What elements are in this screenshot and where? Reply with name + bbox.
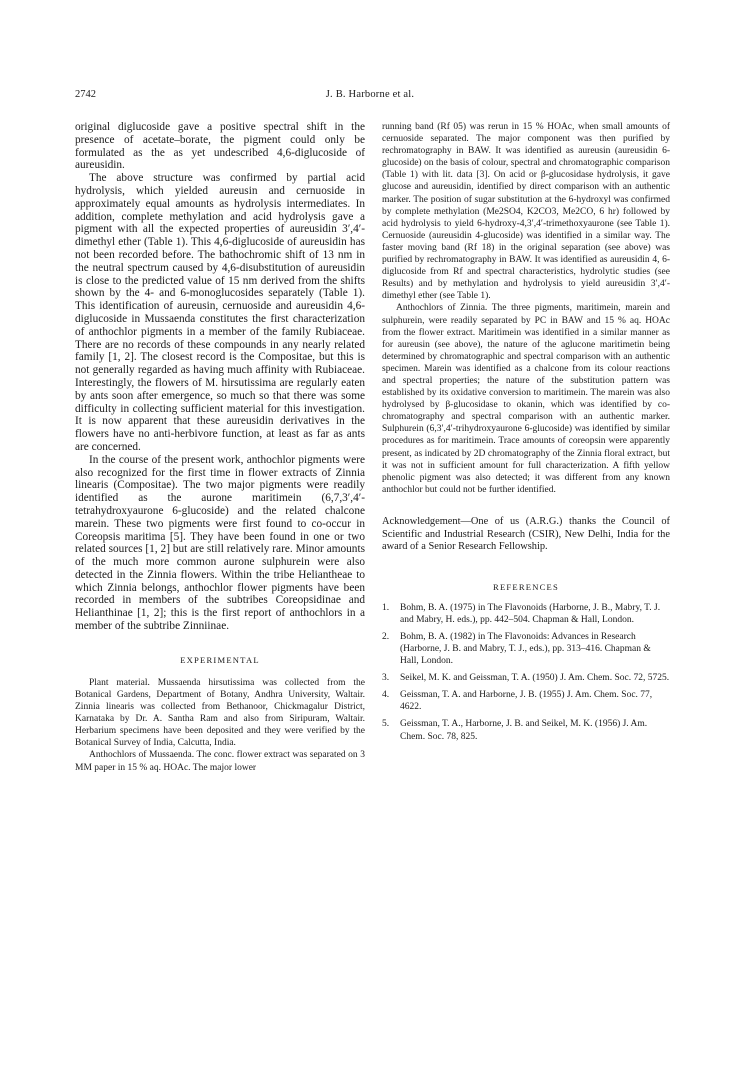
reference-item: [382, 718, 670, 742]
reference-number: 1.: [382, 602, 390, 613]
paragraph: Anthochlors of Zinnia. The three pigments, maritimein, marein and sulphurein, were readily separated by PC in BAW and 15 % aq. HOAc from the flower extract. Maritimein was identified in a similar manner as for aureusin (see above), the nature of the aglucone maritimetin being determined by chromatographic and spectral comparison with an authentic specimen. Marein was identified as a chalcone from its colour reactions and spectral properties; the nature of the substitution pattern was established by its oxidative conversion to maritimein. The marein was also hydrolysed by β-glucosidase to okanin, which was identified by co-chromatography and spectral comparison with an authentic marker. Sulphurein (6,3′,4′-trihydroxyaurone 6-glucoside) was identified by similar procedures as for maritimein. Trace amounts of coreopsin were apparently present, as indicated by 2D chromatography of the Zinnia floral extract, but it was not in sufficient amount for full characterization. A fifth yellow phenolic pigment was also detected; it was different from any known anthochlor but could not be further identified.: [382, 303, 670, 495]
reference-item: [382, 631, 670, 667]
reference-number: 4.: [382, 690, 390, 701]
paragraph: running band (Rf 05) was rerun in 15 % HOAc, when small amounts of cernuoside separated. The major component was then purified by rechromatography in BAW. It was identified as aureusin (aureusidin 6-glucoside) on the basis of colour, spectral and chromatographic comparison (Table 1) with lit. data [3]. On acid or β-glucosidase hydrolysis, it gave glucose and aureusidin, identified by direct comparison with an authentic marker. The position of sugar substitution at the 6-hydroxyl was confirmed by complete methylation (Me2SO4, K2CO3, Me2CO, 6 hr) followed by acid hydrolysis to yield 6-hydroxy-4,3′,4′-trimethoxyaurone (see Table 1). Cernuoside (aureusidin 4-glucoside) was identified in a similar way. The faster moving band (Rf 18) in the original separation (see above) was purified by rechromatography in BAW. It was identified as aureusidin 4, 6-diglucoside from Rf and spectral characteristics, hydrolytic studies (see Results) and by methylation and hydrolysis to yield aureusidin 3′,4′-dimethyl ether (see Table 1).: [382, 122, 670, 302]
reference-text: Bohm, B. A. (1975) in The Flavonoids (Harborne, J. B., Mabry, T. J. and Mabry, H. eds.), pp. 442–504. Chapman & Hall, London.: [400, 602, 661, 625]
left-column: [75, 121, 365, 774]
page-header: [75, 89, 665, 105]
acknowledgement-text: Acknowledgement—One of us (A.R.G.) thanks the Council of Scientific and Industrial Research (CSIR), New Delhi, India for the award of a Senior Research Fellowship.: [382, 515, 670, 553]
paragraph: Plant material. Mussaenda hirsutissima was collected from the Botanical Gardens, Department of Botany, Andhra University, Waltair. Zinnia linearis was collected from Bethanoor, Chickmagalur District, Karnataka by Dr. A. Santha Ram and also from Siripuram, Waltair. Herbarium specimens have been deposited and they were verified by the Botanical Survey of India, Calcutta, India.: [75, 677, 365, 749]
reference-list: [382, 602, 670, 743]
reference-number: 3.: [382, 673, 390, 684]
paragraph: The above structure was confirmed by partial acid hydrolysis, which yielded aureusin and cernuoside in approximately equal amounts as hydrolysis intermediates. In addition, complete methylation and acid hydrolysis gave a pigment with all the expected properties of aureusidin 3′,4′-dimethyl ether (Table 1). This 4,6-diglucoside of aureusidin has not been recorded before. The bathochromic shift of 13 nm in the neutral spectrum caused by 4,6-disubstitution of aureusidin is close to the predicted value of 15 nm derived from the shifts shown by the 4- and 6-monoglucosides separately (Table 1). This identification of aureusin, cernuoside and aureusidin 4,6-diglucoside in Mussaenda constitutes the first characterization of anthochlor pigments in a member of the family Rubiaceae. There are no records of these compounds in any nearly related family [1, 2]. The closest record is the Compositae, but this is not generally regarded as having much affinity with Rubiaceae. Interestingly, the flowers of M. hirsutissima are regularly eaten by ants soon after emergence, so much so that there was some difficulty in collecting sufficient material for this investigation. It is now apparent that these aureusidin derivatives in the flowers have no anti-herbivore function, at least as far as ants are concerned.: [75, 172, 365, 453]
reference-item: [382, 602, 670, 626]
right-column: [382, 121, 670, 748]
paragraph: Anthochlors of Mussaenda. The conc. flower extract was separated on 3 MM paper in 15 % aq. HOAc. The major lower: [75, 750, 365, 773]
experimental-text: [75, 677, 365, 774]
acknowledgement: [382, 516, 670, 554]
experimental-heading: EXPERIMENTAL: [180, 654, 260, 665]
reference-text: Geissman, T. A. and Harborne, J. B. (1955) J. Am. Chem. Soc. 77, 4622.: [400, 690, 653, 713]
paragraph: In the course of the present work, anthochlor pigments were also recognized for the first time in flower extracts of Zinnia linearis (Compositae). The two major pigments were readily identified as the aurone maritimein (6,7,3′,4′-tetrahydroxyaurone 6-glucoside) and the related chalcone marein. These two pigments were first found to co-occur in Coreopsis maritima [5]. They have been found in one or two related sources [1, 2] but are still relatively rare. Minor amounts of the much more common aurone sulphurein were also detected in the Zinnia flowers. Within the tribe Heliantheae to which Zinnia belongs, anthochlor flower pigments have been recorded in members of the subtribes Coreopsidinae and Helianthinae [1, 2]; this is the first report of anthochlors in a member of the subtribe Zinniinae.: [75, 453, 365, 633]
reference-item: [382, 672, 670, 684]
reference-text: Geissman, T. A., Harborne, J. B. and Seikel, M. K. (1956) J. Am. Chem. Soc. 78, 825.: [400, 719, 648, 742]
discussion-text: [75, 121, 365, 633]
reference-number: 5.: [382, 719, 390, 730]
paragraph: original diglucoside gave a positive spectral shift in the presence of acetate–borate, the pigment could only be formulated as the as yet undescribed 4,6-diglucoside of aureusidin.: [75, 121, 365, 172]
running-head: J. B. Harborne et al.: [325, 89, 415, 100]
reference-item: [382, 689, 670, 713]
reference-text: Seikel, M. K. and Geissman, T. A. (1950) J. Am. Chem. Soc. 72, 5725.: [400, 673, 670, 684]
page-number: 2742: [75, 89, 96, 100]
methods-text: [382, 121, 670, 496]
reference-number: 2.: [382, 631, 390, 642]
reference-text: Bohm, B. A. (1982) in The Flavonoids: Advances in Research (Harborne, J. B. and Mabry, T. J., eds.), pp. 313–416. Chapman & Hall, London.: [400, 631, 651, 667]
references-heading: REFERENCES: [493, 581, 559, 592]
